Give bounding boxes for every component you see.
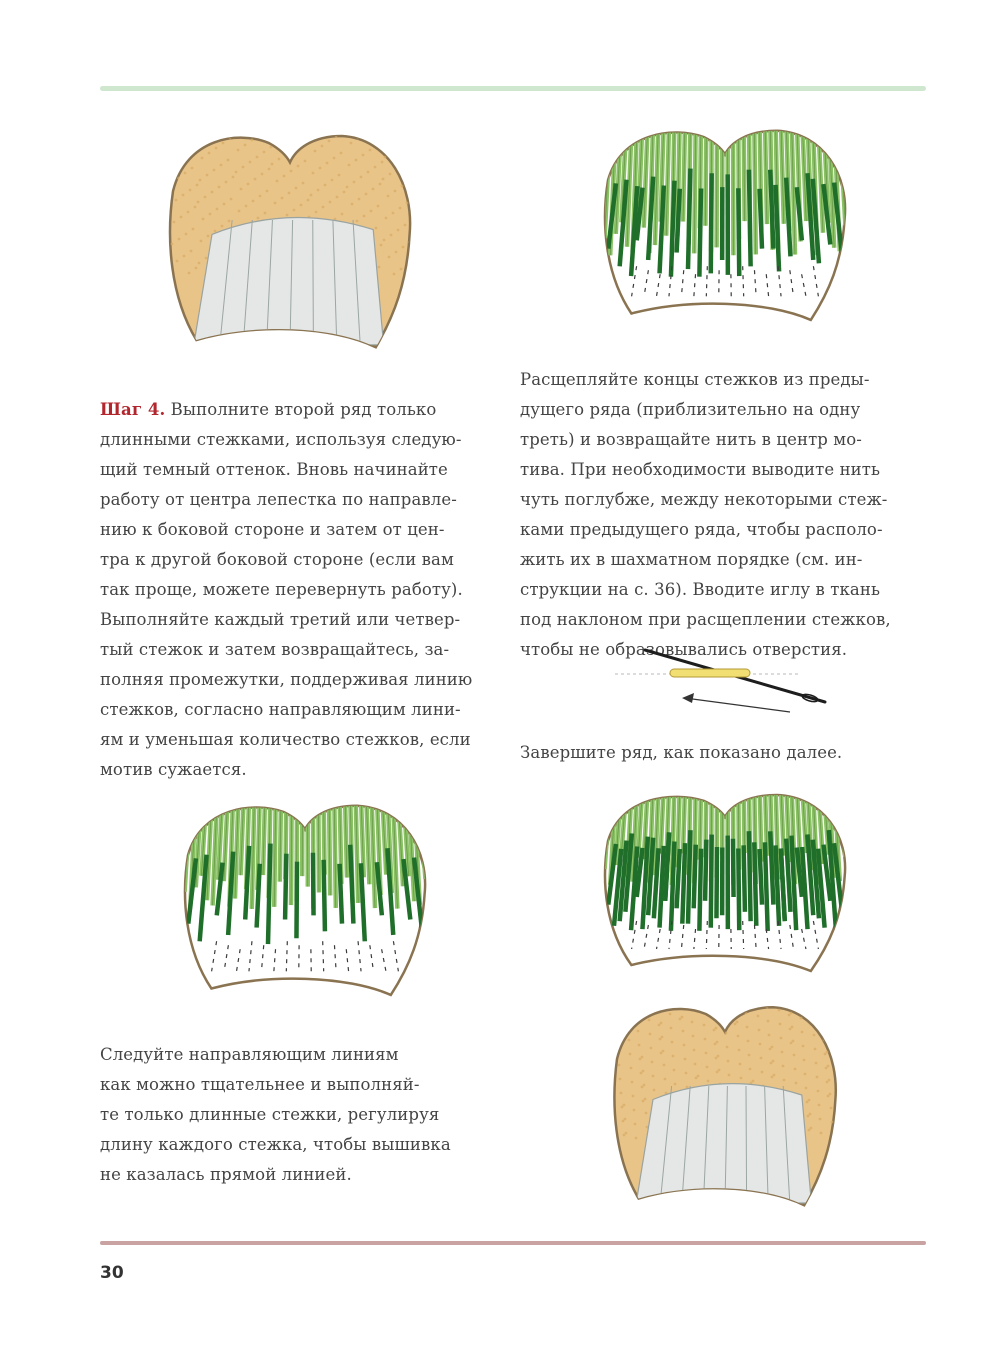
step4-label: Шаг 4. [100, 400, 166, 419]
step4-line: Выполните второй ряд только [165, 400, 437, 419]
finish-row-text: Завершите ряд, как показано далее. [520, 743, 843, 762]
split-stitch-paragraph [520, 365, 930, 665]
split-line: под наклоном при расщеплении стежков, [520, 610, 891, 629]
split-line: струкции на с. 36). Вводите иглу в ткань [520, 580, 881, 599]
bottom-rule [100, 1241, 926, 1245]
page-number: 30 [100, 1263, 124, 1283]
petal-padded-tan [160, 124, 420, 364]
step4-paragraph [100, 395, 510, 785]
split-line: чуть поглубже, между некоторыми стеж- [520, 490, 888, 509]
split-line: жить их в шахматном порядке (см. ин- [520, 550, 863, 569]
step4-line: Выполняйте каждый третий или четвер- [100, 610, 461, 629]
split-line: ками предыдущего ряда, чтобы располо- [520, 520, 883, 539]
split-line: треть) и возвращайте нить в центр мо- [520, 430, 862, 449]
split-line: Расщепляйте концы стежков из преды- [520, 370, 870, 389]
top-rule [100, 86, 926, 91]
split-line: дущего ряда (приблизительно на одну [520, 400, 861, 419]
needle-icon [615, 650, 825, 712]
follow-line: Следуйте направляющим линиям [100, 1045, 399, 1064]
follow-guidelines-paragraph [100, 1040, 500, 1190]
step4-line: щий темный оттенок. Вновь начинайте [100, 460, 448, 479]
step4-line: ям и уменьшая количество стежков, если [100, 730, 471, 749]
follow-line: не казалась прямой линией. [100, 1165, 352, 1184]
step4-line: полняя промежутки, поддерживая линию [100, 670, 473, 689]
step4-line: длинными стежками, используя следую- [100, 430, 462, 449]
step4-line: работу от центра лепестка по направле- [100, 490, 457, 509]
step4-line: мотив сужается. [100, 760, 247, 779]
follow-line: длину каждого стежка, чтобы вышивка [100, 1135, 451, 1154]
step4-line: стежков, согласно направляющим лини- [100, 700, 461, 719]
step4-line: так проще, можете перевернуть работу). [100, 580, 463, 599]
step4-line: тый стежок и затем возвращайтесь, за- [100, 640, 450, 659]
needle-angle-diagram [610, 640, 840, 730]
step4-line: тра к другой боковой стороне (если вам [100, 550, 454, 569]
petal-second-row-partial [595, 120, 855, 335]
split-line: тива. При необходимости выводите нить [520, 460, 881, 479]
split-line: чтобы не образовывались отверстия. [520, 640, 848, 659]
petal-second-row-complete [595, 785, 855, 985]
follow-line: как можно тщательнее и выполняй- [100, 1075, 420, 1094]
follow-line: те только длинные стежки, регулируя [100, 1105, 440, 1124]
petal-first-row-light [175, 795, 435, 1010]
step4-line: нию к боковой стороне и затем от цен- [100, 520, 445, 539]
petal-padded-tan-repeat [605, 996, 845, 1221]
